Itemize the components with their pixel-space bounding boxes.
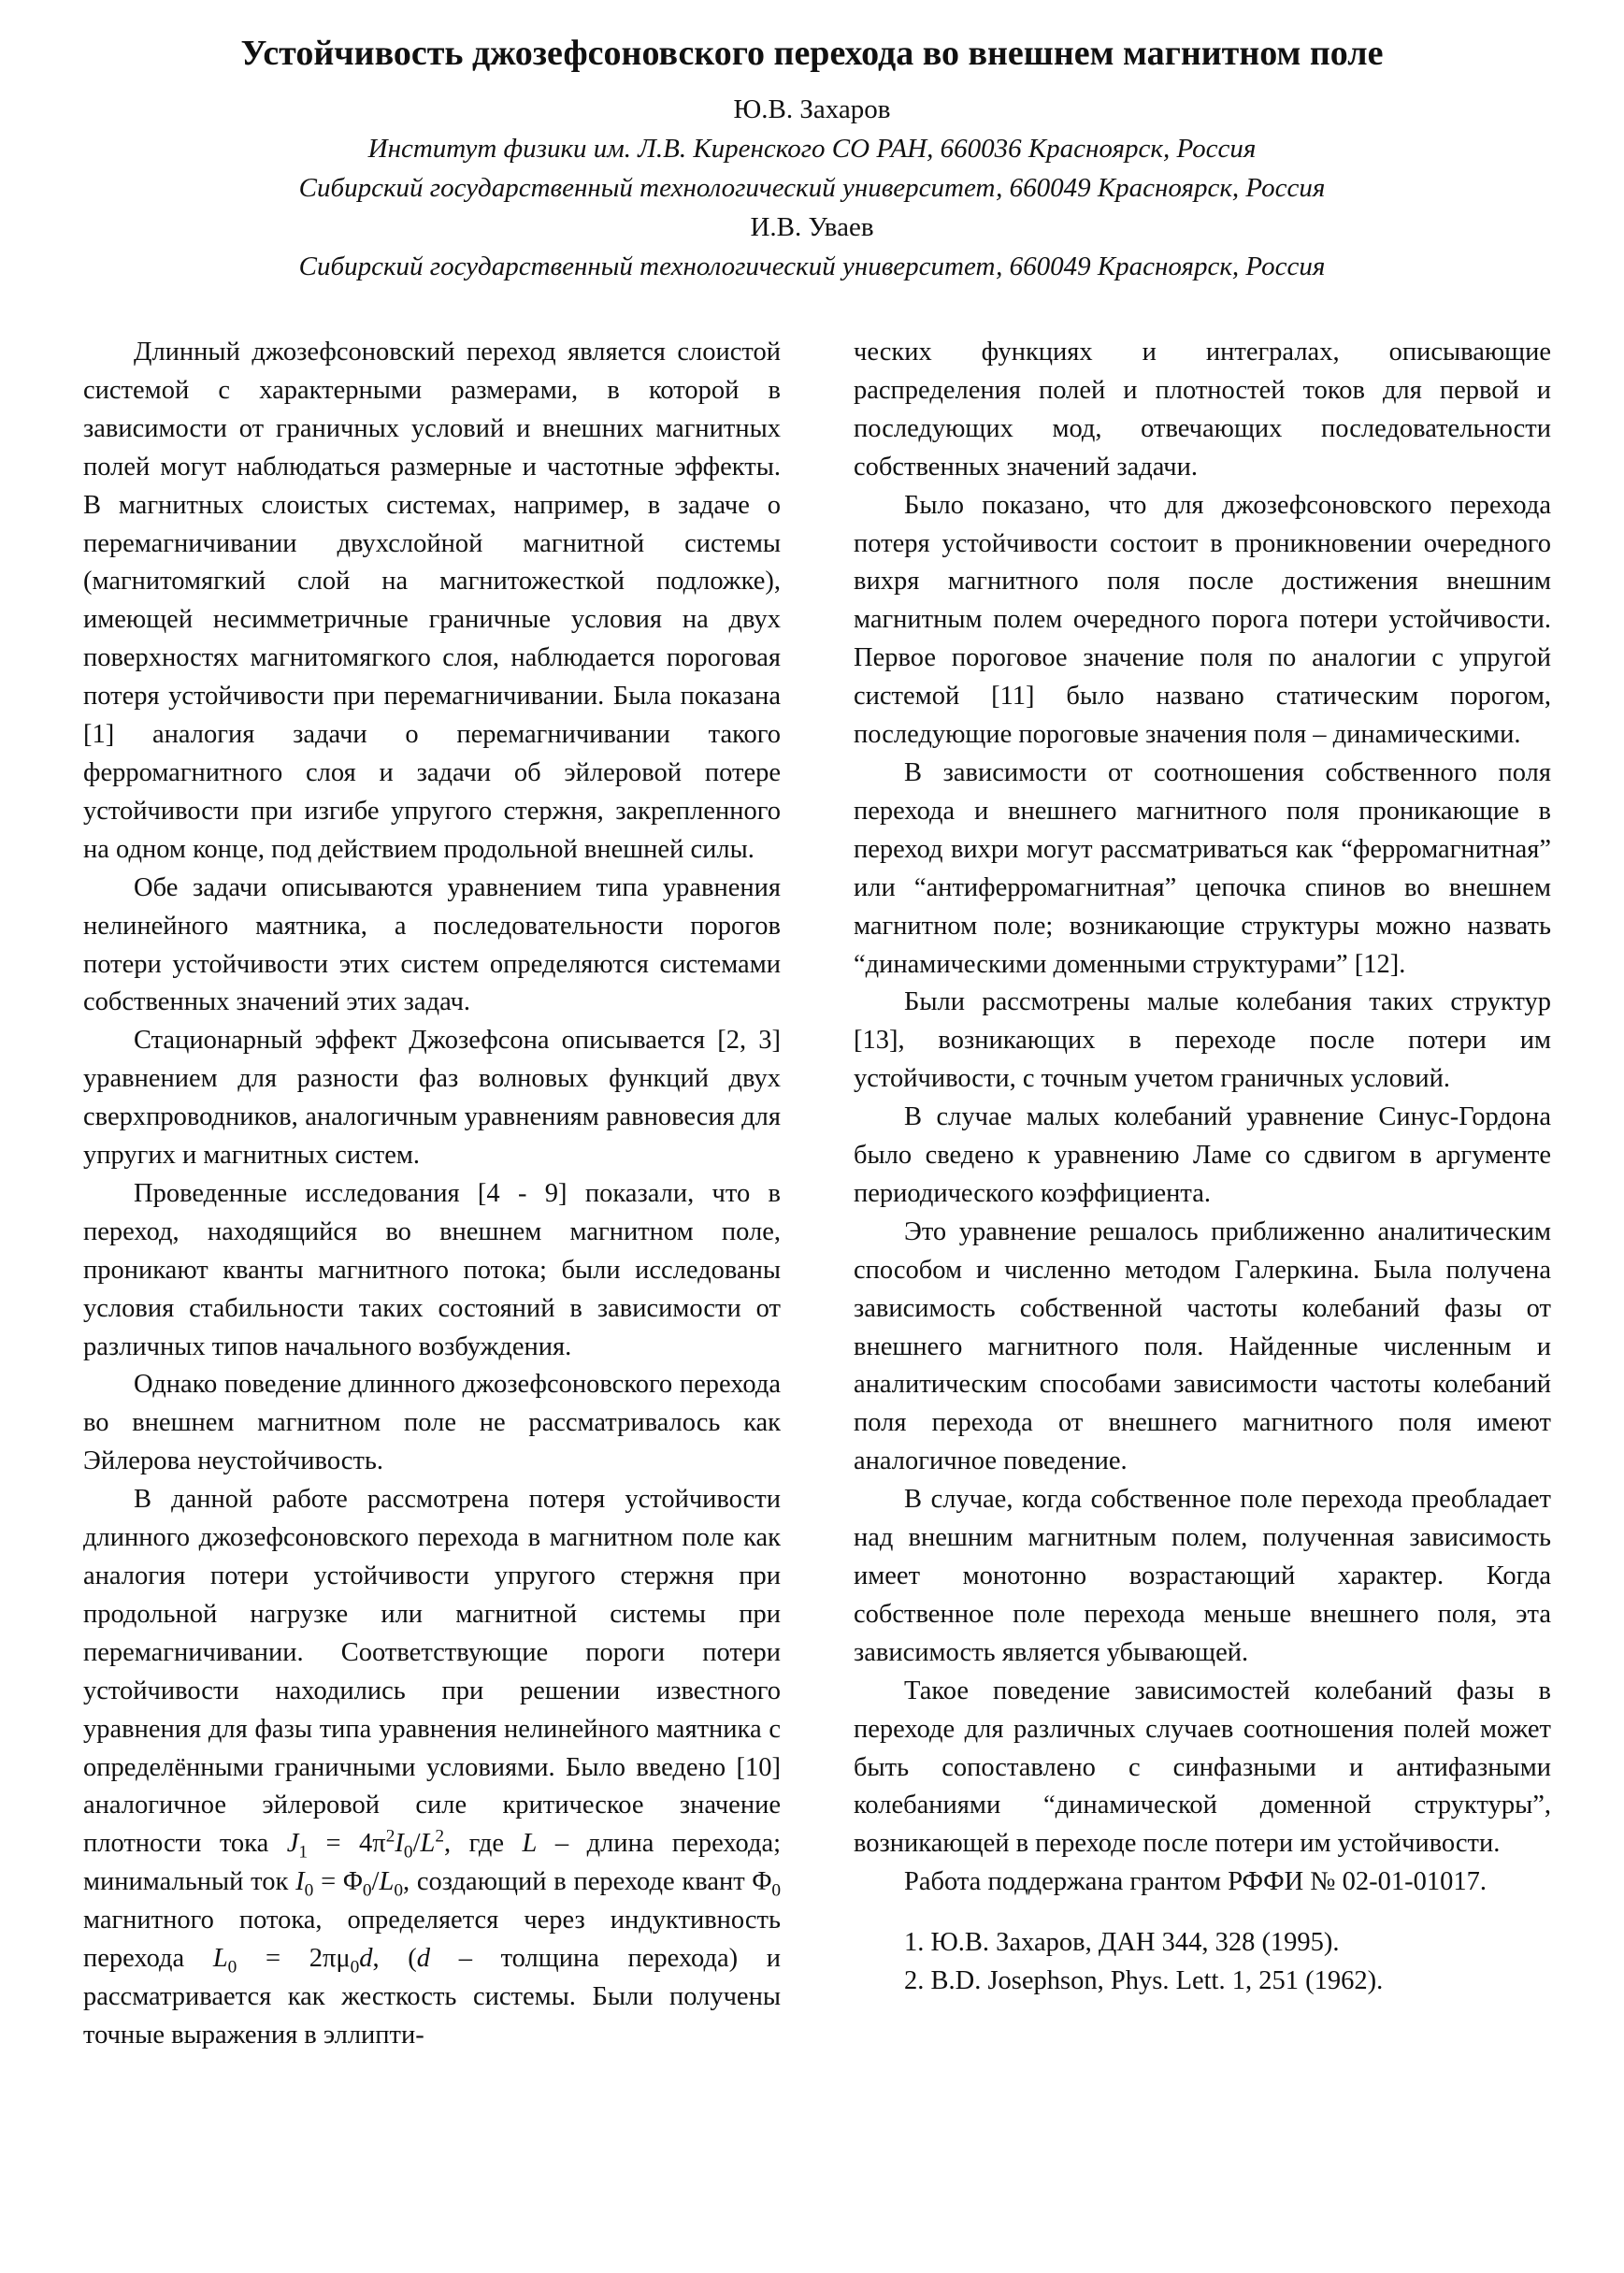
formula-flux-quantum: $\Phi_0$ [752,1867,782,1901]
formula-critical-current-density: $J_1 = 4\pi^2I_0/L^2$ [286,1826,445,1863]
reference-item: 2. B.D. Josephson, Phys. Lett. 1, 251 (1962). [904,1966,1384,1996]
paragraph: Однако поведение длинного джозефсоновского перехода во внешнем магнитном поле не рассматривалось как Эйлерова неустойчивость. [83,1370,781,1476]
paragraph: Были рассмотрены малые колебания таких структур [13], возникающих в переходе после потери им устойчивости, с точным учетом граничных условий. [854,987,1551,1094]
author-name-2: И.В. Уваев [750,212,874,242]
left-column [83,334,781,2055]
formula-inductance: $L_0 = 2\pi\mu_0d$ [212,1944,373,1978]
text-run: – толщина перехода) и рассматривается как жесткость системы. Были получены точные выражения в эллипти- [83,1944,782,2050]
formula-thickness-symbol: d [416,1944,431,1974]
text-run: , где [444,1829,505,1859]
references-list [854,1924,1551,2001]
reference-item: 1. Ю.В. Захаров, ДАН 344, 328 (1995). [904,1928,1340,1958]
author-name-1: Ю.В. Захаров [733,94,891,124]
author-1-affiliation-2: Сибирский государственный технологический университет, 660049 Красноярск, Россия [298,173,1326,203]
paragraph: Было показано, что для джозефсоновского перехода потеря устойчивости состоит в проникновении очередного вихря магнитного поля после достижения внешним магнитным полем очередного порога потери устойчивости. Первое пороговое значение поля по аналогии с упругой системой [11] было названо статическим порогом, последующие пороговые значения поля – динамическими. [854,490,1551,750]
author-1-affiliation-1: Институт физики им. Л.В. Киренского СО РАН, 660036 Красноярск, Россия [367,134,1257,164]
paragraph: В случае, когда собственное поле перехода преобладает над внешним магнитным полем, полученная зависимость имеет монотонно возрастающий характер. Когда собственное поле перехода меньше внешнего поля, эта зависимость является убывающей. [854,1485,1551,1667]
paragraph: Такое поведение зависимостей колебаний фазы в переходе для различных случаев соотношения полей может быть сопоставлено с синфазными и антифазными колебаниями “динамической доменной структуры”, возникающей в переходе после потери им устойчивости. [854,1676,1551,1859]
formula-minimal-current: $I_0 = \Phi_0/L_0$ [295,1867,403,1901]
authors-block [0,90,1624,286]
text-run: , ( [372,1944,417,1974]
paragraph: Обе задачи описываются уравнением типа уравнения нелинейного маятника, а последовательности порогов потери устойчивости этих систем определяются системами собственных значений этих задач. [83,872,781,1017]
paragraph-with-formulas [83,1481,781,2055]
text-run: – длина перехода; минимальный ток [83,1829,782,1897]
text-run: магнитного потока, определяется через индуктивность перехода [83,1906,781,1974]
paragraph-continuation: ческих функциях и интегралах, описывающие распределения полей и плотностей токов для первой и последующих мод, отвечающих последовательности собственных значений задачи. [854,338,1551,482]
paragraph: В случае малых колебаний уравнение Синус-Гордона было сведено к уравнению Ламе со сдвигом в аргументе периодического коэффициента. [854,1102,1551,1208]
text-run: , создающий в переходе квант [403,1867,745,1897]
paper-title: Устойчивость джозефсоновского перехода во внешнем магнитном поле [240,34,1384,73]
paragraph: Это уравнение решалось приближенно аналитическим способом и численно методом Галеркина. Была получена зависимость собственной частоты колебаний фазы от внешнего магнитного поля. Найденные численным и аналитическим способами зависимости частоты колебаний поля перехода от внешнего магнитного поля имеют аналогичное поведение. [854,1216,1551,1476]
text-run: В данной работе рассмотрена потеря устойчивости длинного джозефсоновского перехода в магнитном поле как аналогия потери устойчивости упругого стержня при продольной нагрузке или магнитной системы при перемагничивании. Соответствующие пороги потери устойчивости находились при решении известного уравнения для фазы типа уравнения нелинейного маятника с определёнными граничными условиями. Было введено [10] аналогичное эйлеровой силе критическое значение плотности тока [83,1485,781,1859]
author-2-affiliation-1: Сибирский государственный технологический университет, 660049 Красноярск, Россия [298,252,1326,281]
paragraph: Проведенные исследования [4 - 9] показали, что в переход, находящийся во внешнем магнитном поле, проникают кванты магнитного потока; были исследованы условия стабильности таких состояний в зависимости от различных типов начального возбуждения. [83,1178,781,1361]
right-column [854,334,1551,2001]
paragraph: В зависимости от соотношения собственного поля перехода и внешнего магнитного поля проникающие в переход вихри могут рассматриваться как “ферромагнитная” или “антиферромагнитная” цепочка спинов во внешнем магнитном поле; возникающие структуры можно назвать “динамическими доменными структурами” [12]. [854,757,1551,979]
acknowledgement: Работа поддержана грантом РФФИ № 02-01-01017. [904,1867,1487,1897]
paragraph: Длинный джозефсоновский переход является слоистой системой с характерными размерами, в которой в зависимости от граничных условий и внешних магнитных полей могут наблюдаться размерные и частотные эффекты. В магнитных слоистых системах, например, в задаче о перемагничивании двухслойной магнитной системы (магнитомягкий слой на магнитожесткой подложке), имеющей несимметричные граничные условия на двух поверхностях магнитомягкого слоя, наблюдается пороговая потеря устойчивости при перемагничивании. Была показана [1] аналогия задачи о перемагничивании такого ферромагнитного слоя и задачи об эйлеровой потере устойчивости при изгибе упругого стержня, закрепленного на одном конце, под действием продольной внешней силы. [83,338,781,864]
formula-length-symbol: L [522,1829,538,1859]
paragraph: Стационарный эффект Джозефсона описывается [2, 3] уравнением для разности фаз волновых функций двух сверхпроводников, аналогичным уравнениям равновесия для упругих и магнитных систем. [83,1026,781,1171]
